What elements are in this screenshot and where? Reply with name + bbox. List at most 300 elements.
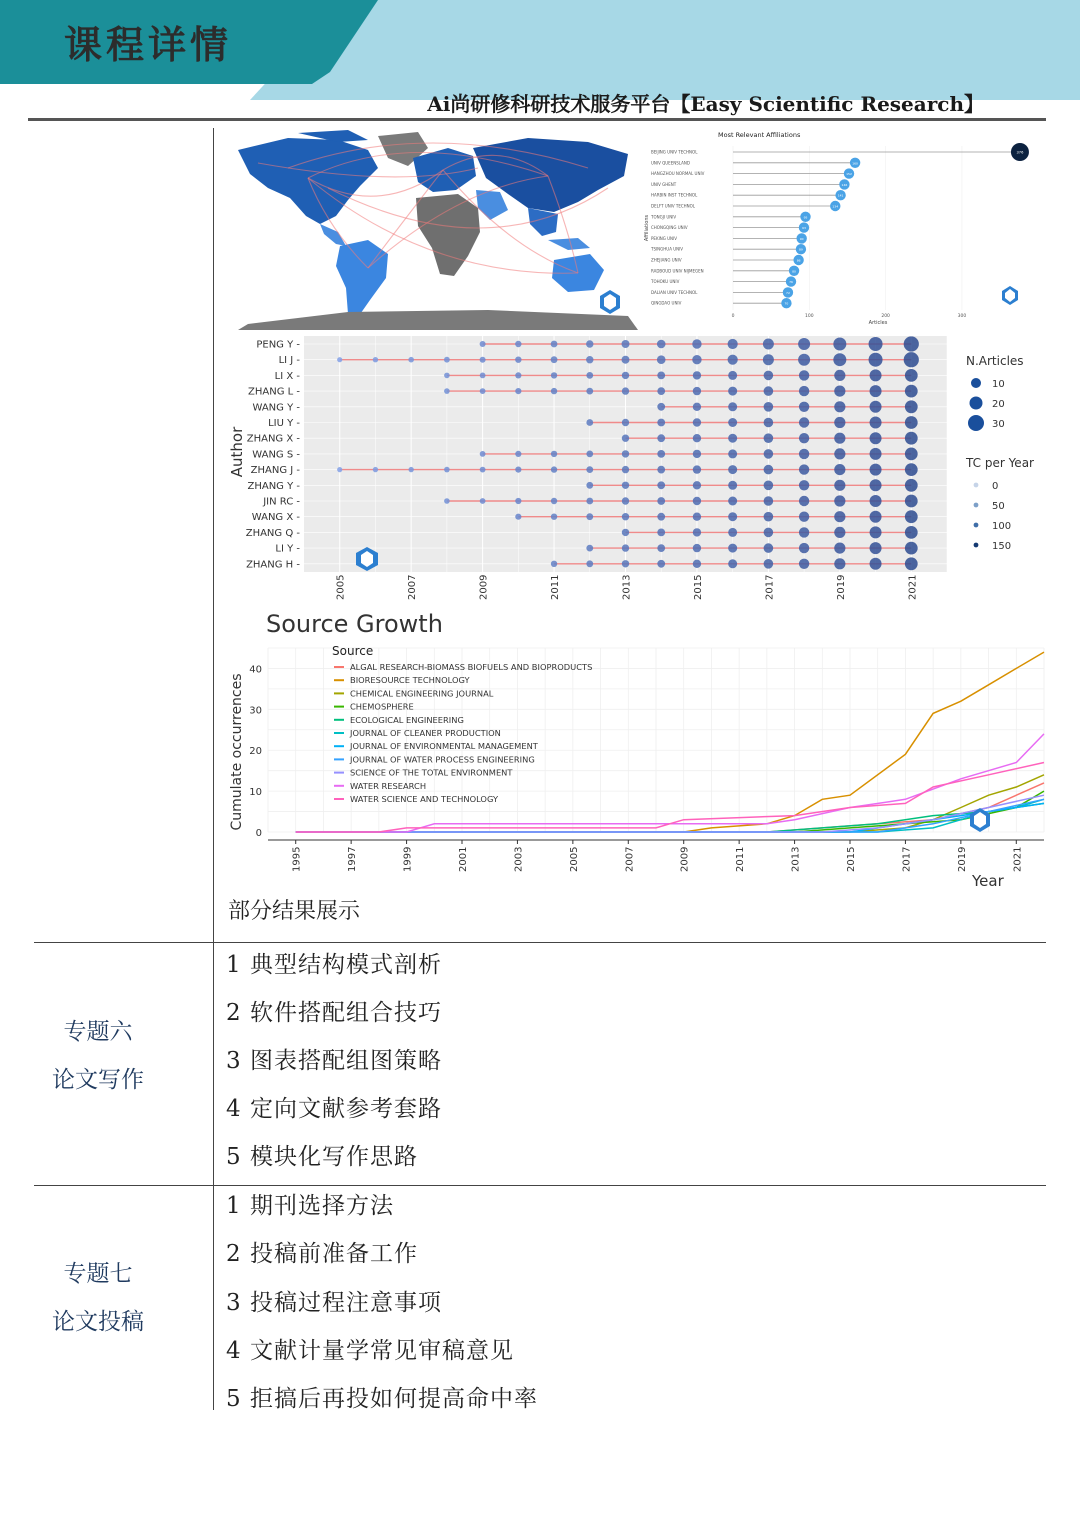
author-year-point bbox=[515, 498, 521, 504]
author-year-point bbox=[870, 385, 882, 397]
author-year-point bbox=[444, 388, 450, 394]
author-year-point bbox=[480, 388, 486, 394]
chart-title: Source Growth bbox=[266, 610, 443, 638]
x-tick-label: 2007 bbox=[407, 574, 419, 600]
author-year-point bbox=[764, 481, 774, 491]
author-year-point bbox=[586, 419, 593, 426]
author-year-point bbox=[622, 450, 629, 457]
topic-subtitle: 论文写作 bbox=[52, 1067, 144, 1093]
author-year-point bbox=[693, 544, 701, 552]
author-year-point bbox=[870, 542, 882, 554]
platform-name: Ai尚研修科研技术服务平台【Easy Scientific Research】 bbox=[427, 92, 984, 116]
topic-item: 4 定向文献参考套路 bbox=[226, 1096, 442, 1122]
author-year-point bbox=[515, 372, 521, 378]
legend-label: 20 bbox=[992, 399, 1005, 410]
author-year-point bbox=[834, 464, 845, 475]
author-year-point bbox=[905, 542, 918, 555]
logo-badge-icon bbox=[1002, 286, 1018, 305]
source-growth-chart bbox=[224, 604, 1050, 894]
author-year-point bbox=[799, 543, 809, 553]
x-tick-label: 2007 bbox=[624, 846, 636, 872]
author-year-point bbox=[622, 482, 629, 489]
author-year-point bbox=[693, 450, 701, 458]
author-year-point bbox=[834, 527, 845, 538]
topic-item: 5 拒搞后再投如何提高命中率 bbox=[226, 1386, 538, 1412]
author-year-point bbox=[657, 387, 665, 395]
author-year-point bbox=[622, 372, 629, 379]
author-year-point bbox=[905, 463, 918, 476]
author-year-point bbox=[799, 527, 809, 537]
author-label: WANG S - bbox=[252, 449, 300, 461]
author-year-point bbox=[444, 357, 450, 363]
author-year-point bbox=[657, 560, 665, 568]
x-tick-label: 2021 bbox=[907, 574, 919, 600]
author-year-point bbox=[764, 496, 774, 506]
author-year-point bbox=[586, 340, 593, 347]
author-year-point bbox=[764, 528, 774, 538]
legend-color-key bbox=[974, 543, 979, 548]
affiliation-label: TOHOKU UNIV bbox=[651, 279, 680, 285]
author-year-point bbox=[586, 545, 593, 552]
author-year-point bbox=[657, 513, 665, 521]
author-year-point bbox=[905, 416, 918, 429]
author-label: LI J - bbox=[278, 355, 300, 367]
legend-color-key bbox=[974, 523, 979, 528]
affiliation-label: PEKING UNIV bbox=[651, 235, 677, 241]
author-year-point bbox=[337, 357, 342, 362]
affiliation-label: CHONGQING UNIV bbox=[651, 225, 688, 231]
author-year-point bbox=[657, 372, 665, 380]
affiliations-chart bbox=[640, 128, 1044, 328]
author-year-point bbox=[764, 543, 774, 553]
x-tick-label: 2003 bbox=[513, 846, 525, 872]
author-year-point bbox=[905, 495, 918, 508]
author-label: ZHANG L - bbox=[248, 386, 300, 398]
author-year-point bbox=[799, 464, 809, 474]
data-label: 146 bbox=[841, 182, 848, 187]
author-year-point bbox=[515, 357, 521, 363]
author-year-point bbox=[728, 497, 737, 506]
author-year-point bbox=[764, 465, 774, 475]
author-year-point bbox=[586, 498, 593, 505]
topic-item: 1 典型结构模式剖析 bbox=[226, 952, 442, 978]
x-tick-label: 1999 bbox=[402, 846, 414, 872]
legend-title: Source bbox=[332, 644, 374, 658]
y-tick-label: 0 bbox=[255, 828, 262, 839]
author-year-point bbox=[622, 529, 629, 536]
author-year-point bbox=[763, 339, 774, 350]
author-year-point bbox=[444, 373, 450, 379]
legend-label: CHEMOSPHERE bbox=[350, 701, 414, 712]
author-year-point bbox=[834, 433, 845, 444]
y-tick-label: 30 bbox=[249, 705, 262, 717]
data-label: 80 bbox=[792, 269, 796, 274]
author-year-point bbox=[657, 466, 665, 474]
x-tick-label: 0 bbox=[731, 314, 735, 319]
x-tick-label: 2013 bbox=[621, 574, 633, 600]
author-year-point bbox=[728, 481, 737, 490]
author-year-point bbox=[728, 402, 737, 411]
author-year-point bbox=[480, 357, 486, 363]
author-year-point bbox=[764, 418, 774, 428]
author-year-point bbox=[763, 354, 774, 365]
affiliation-label: DALIAN UNIV TECHNOL bbox=[651, 289, 698, 295]
author-year-point bbox=[728, 371, 737, 380]
x-tick-label: 2017 bbox=[901, 846, 913, 872]
author-year-point bbox=[657, 403, 665, 411]
data-label: 70 bbox=[784, 301, 789, 306]
author-year-point bbox=[657, 529, 665, 537]
author-label: LI X - bbox=[274, 370, 300, 382]
author-year-point bbox=[728, 559, 737, 568]
author-year-point bbox=[799, 417, 809, 427]
author-year-point bbox=[515, 451, 521, 457]
author-year-point bbox=[904, 352, 919, 367]
author-year-point bbox=[622, 340, 630, 348]
author-year-point bbox=[515, 514, 521, 520]
author-year-point bbox=[764, 386, 774, 396]
author-year-point bbox=[728, 544, 737, 553]
author-year-point bbox=[728, 512, 737, 521]
author-year-point bbox=[622, 466, 629, 473]
author-year-point bbox=[480, 498, 486, 504]
x-tick-label: 2005 bbox=[335, 574, 347, 600]
author-year-point bbox=[905, 557, 918, 570]
x-tick-label: 2021 bbox=[1012, 846, 1024, 872]
author-year-point bbox=[657, 340, 666, 349]
author-year-point bbox=[834, 511, 845, 522]
collaboration-world-map bbox=[228, 128, 646, 330]
author-year-point bbox=[869, 337, 883, 351]
author-year-point bbox=[834, 543, 845, 554]
legend-label: BIORESOURCE TECHNOLOGY bbox=[350, 675, 470, 686]
legend-label: JOURNAL OF CLEANER PRODUCTION bbox=[350, 728, 501, 738]
author-year-point bbox=[480, 451, 486, 457]
author-year-point bbox=[551, 466, 557, 472]
results-caption: 部分结果展示 bbox=[228, 899, 361, 924]
topic-seven bbox=[34, 1250, 162, 1346]
author-year-point bbox=[904, 336, 919, 351]
author-year-point bbox=[693, 387, 701, 395]
affiliation-label: RADBOUD UNIV NIJMEGEN bbox=[651, 268, 704, 274]
legend-label: ECOLOGICAL ENGINEERING bbox=[350, 714, 464, 725]
author-year-point bbox=[480, 341, 486, 347]
topic-name: 专题六 bbox=[63, 1019, 133, 1045]
author-year-point bbox=[834, 448, 845, 459]
affiliation-label: TONGJI UNIV bbox=[651, 214, 677, 220]
affiliation-label: UNIV QUEENSLAND bbox=[651, 160, 690, 166]
author-year-point bbox=[834, 558, 845, 569]
author-year-point bbox=[657, 355, 666, 364]
author-year-point bbox=[798, 354, 810, 366]
x-axis-label: Articles bbox=[868, 320, 888, 326]
x-tick-label: 2019 bbox=[835, 574, 847, 600]
page-title: 课程详情 bbox=[64, 23, 233, 67]
author-year-point bbox=[622, 356, 630, 364]
author-year-point bbox=[799, 370, 809, 380]
legend-color-key bbox=[974, 503, 979, 508]
topic-name: 专题七 bbox=[63, 1261, 133, 1287]
data-label: 76 bbox=[789, 280, 793, 285]
author-year-point bbox=[728, 387, 737, 396]
author-year-point bbox=[693, 481, 701, 489]
y-axis-label: Cumulate occurrences bbox=[229, 673, 245, 831]
author-year-point bbox=[622, 497, 629, 504]
author-year-point bbox=[551, 372, 557, 378]
x-tick-label: 2005 bbox=[568, 846, 580, 872]
author-year-point bbox=[693, 497, 701, 505]
author-year-point bbox=[799, 386, 809, 396]
author-year-point bbox=[551, 388, 557, 394]
affiliation-label: ZHEJIANG UNIV bbox=[651, 257, 682, 263]
topic-six bbox=[34, 1008, 162, 1104]
author-year-point bbox=[693, 434, 701, 442]
author-year-point bbox=[870, 401, 882, 413]
author-year-point bbox=[905, 385, 918, 398]
author-label: ZHANG H - bbox=[246, 559, 300, 571]
data-label: 90 bbox=[799, 236, 804, 241]
topic-item: 5 模块化写作思路 bbox=[226, 1144, 418, 1170]
author-year-point bbox=[657, 419, 665, 427]
x-tick-label: 2015 bbox=[846, 846, 857, 872]
author-year-point bbox=[586, 560, 593, 567]
author-label: LI Y - bbox=[275, 543, 300, 555]
topic-item: 2 投稿前准备工作 bbox=[226, 1241, 418, 1267]
author-year-point bbox=[728, 434, 737, 443]
author-label: ZHANG X - bbox=[246, 433, 300, 445]
author-year-point bbox=[870, 526, 882, 538]
y-tick-label: 40 bbox=[249, 664, 262, 676]
chart-title: Most Relevant Affiliations bbox=[718, 131, 801, 139]
table-column-divider bbox=[213, 128, 214, 1410]
author-label: PENG Y - bbox=[256, 339, 300, 351]
legend-label: 10 bbox=[992, 379, 1005, 390]
author-label: ZHANG J - bbox=[250, 465, 300, 477]
affiliation-label: QINGDAO UNIV bbox=[651, 300, 682, 306]
author-year-point bbox=[551, 561, 557, 567]
author-year-point bbox=[693, 528, 701, 536]
data-label: 95 bbox=[803, 215, 808, 220]
legend-label: 30 bbox=[992, 419, 1005, 430]
legend-label: 50 bbox=[992, 501, 1005, 512]
x-tick-label: 100 bbox=[805, 314, 814, 319]
author-year-point bbox=[586, 482, 593, 489]
affiliation-label: UNIV GHENT bbox=[651, 181, 677, 187]
author-year-point bbox=[693, 403, 701, 411]
affiliation-label: TSINGHUA UNIV bbox=[651, 246, 684, 252]
author-year-point bbox=[764, 433, 774, 443]
author-year-point bbox=[799, 433, 809, 443]
legend-label: 100 bbox=[992, 521, 1012, 532]
author-year-point bbox=[622, 513, 629, 520]
author-year-point bbox=[833, 353, 846, 366]
author-year-point bbox=[905, 479, 918, 492]
x-tick-label: 2013 bbox=[790, 846, 802, 872]
author-year-point bbox=[870, 369, 882, 381]
author-year-point bbox=[373, 467, 378, 472]
data-label: 141 bbox=[837, 193, 844, 198]
author-year-point bbox=[515, 467, 521, 473]
legend-label: JOURNAL OF ENVIRONMENTAL MANAGEMENT bbox=[350, 741, 538, 752]
author-year-point bbox=[586, 513, 593, 520]
legend-color-key bbox=[974, 483, 979, 488]
author-year-point bbox=[764, 402, 774, 412]
author-year-point bbox=[764, 449, 774, 459]
author-year-point bbox=[586, 466, 593, 473]
legend-label: 0 bbox=[992, 481, 999, 492]
author-year-point bbox=[551, 356, 558, 363]
legend-label: CHEMICAL ENGINEERING JOURNAL bbox=[350, 688, 494, 699]
topic-item: 2 软件搭配组合技巧 bbox=[226, 1000, 442, 1026]
x-tick-label: 200 bbox=[881, 314, 890, 319]
affiliation-label: HANGZHOU NORMAL UNIV bbox=[651, 171, 705, 177]
x-tick-label: 1997 bbox=[347, 846, 359, 872]
legend-label: ALGAL RESEARCH-BIOMASS BIOFUELS AND BIOPRODUCTS bbox=[350, 662, 593, 672]
author-year-point bbox=[551, 514, 557, 520]
author-year-point bbox=[869, 353, 883, 367]
y-axis-label: Affiliations bbox=[644, 214, 650, 242]
author-year-point bbox=[905, 432, 918, 445]
legend-label: SCIENCE OF THE TOTAL ENVIRONMENT bbox=[350, 767, 513, 778]
author-year-point bbox=[693, 418, 701, 426]
legend-label: WATER SCIENCE AND TECHNOLOGY bbox=[350, 794, 499, 804]
topic-item: 4 文献计量学常见审稿意见 bbox=[226, 1338, 514, 1364]
author-year-point bbox=[551, 451, 557, 457]
author-year-point bbox=[586, 388, 593, 395]
author-year-point bbox=[515, 341, 521, 347]
author-year-point bbox=[905, 510, 918, 523]
x-tick-label: 1995 bbox=[291, 846, 303, 872]
affiliation-label: BEIJING UNIV TECHNOL bbox=[651, 149, 698, 155]
row-divider bbox=[34, 1185, 1046, 1186]
data-label: 160 bbox=[852, 161, 858, 166]
author-year-point bbox=[870, 417, 882, 429]
topic-item: 3 图表搭配组图策略 bbox=[226, 1048, 442, 1074]
author-year-point bbox=[905, 448, 918, 461]
author-year-point bbox=[551, 498, 557, 504]
data-label: 134 bbox=[832, 204, 839, 209]
author-year-point bbox=[586, 451, 593, 458]
author-year-point bbox=[799, 402, 809, 412]
topic-item: 3 投稿过程注意事项 bbox=[226, 1290, 442, 1316]
x-tick-label: 2019 bbox=[956, 846, 968, 872]
author-year-point bbox=[799, 449, 809, 459]
author-year-point bbox=[834, 370, 845, 381]
x-tick-label: 300 bbox=[957, 314, 967, 319]
author-year-point bbox=[798, 338, 810, 350]
author-label: WANG X - bbox=[251, 512, 300, 524]
author-year-point bbox=[692, 339, 701, 348]
author-year-point bbox=[764, 371, 774, 381]
x-tick-label: 2011 bbox=[550, 574, 562, 600]
author-label: ZHANG Y - bbox=[247, 480, 300, 492]
author-year-point bbox=[905, 369, 918, 382]
author-year-point bbox=[799, 559, 809, 569]
author-year-point bbox=[444, 498, 450, 504]
author-year-point bbox=[834, 417, 845, 428]
author-year-point bbox=[764, 559, 774, 569]
author-year-point bbox=[657, 434, 665, 442]
author-label: JIN RC - bbox=[263, 496, 300, 508]
topic-subtitle: 论文投稿 bbox=[52, 1309, 144, 1335]
legend-size-key bbox=[971, 378, 981, 388]
author-year-point bbox=[373, 357, 378, 362]
author-year-point bbox=[870, 479, 882, 491]
affiliation-label: HARBIN INST TECHNOL bbox=[651, 192, 698, 198]
affiliation-label: DELFT UNIV TECHNOL bbox=[651, 203, 696, 209]
data-label: 152 bbox=[846, 172, 852, 177]
author-year-point bbox=[728, 465, 737, 474]
author-year-point bbox=[586, 356, 593, 363]
author-year-point bbox=[622, 419, 629, 426]
author-year-point bbox=[693, 465, 701, 473]
x-tick-label: 2001 bbox=[458, 846, 469, 872]
author-year-point bbox=[870, 432, 882, 444]
author-year-point bbox=[480, 467, 486, 473]
author-year-point bbox=[657, 450, 665, 458]
author-year-point bbox=[551, 341, 558, 348]
legend-label: WATER RESEARCH bbox=[350, 780, 427, 791]
author-year-point bbox=[905, 400, 918, 413]
legend-size-key bbox=[970, 397, 983, 410]
header-rule bbox=[28, 118, 1046, 121]
author-year-point bbox=[834, 401, 845, 412]
data-label: 89 bbox=[799, 247, 803, 252]
legend-title: N.Articles bbox=[966, 354, 1024, 368]
topic-item: 1 期刊选择方法 bbox=[226, 1193, 394, 1219]
data-label: 93 bbox=[802, 226, 806, 231]
legend-label: 150 bbox=[992, 541, 1012, 552]
author-year-point bbox=[693, 513, 701, 521]
author-year-point bbox=[870, 495, 882, 507]
author-year-point bbox=[337, 467, 342, 472]
y-axis-label: Author bbox=[228, 426, 246, 478]
author-year-point bbox=[833, 338, 846, 351]
legend-title: TC per Year bbox=[966, 456, 1034, 470]
author-year-point bbox=[870, 448, 882, 460]
author-label: LIU Y - bbox=[268, 418, 300, 429]
data-label: 86 bbox=[796, 258, 801, 263]
x-tick-label: 2011 bbox=[735, 846, 747, 872]
author-year-point bbox=[622, 560, 629, 567]
y-tick-label: 20 bbox=[249, 746, 262, 758]
author-year-point bbox=[480, 373, 486, 379]
author-year-point bbox=[693, 371, 701, 379]
author-year-point bbox=[728, 449, 737, 458]
author-year-point bbox=[586, 372, 593, 379]
author-year-point bbox=[444, 467, 450, 473]
data-label: 72 bbox=[786, 290, 790, 295]
legend-size-key bbox=[968, 415, 984, 431]
author-year-point bbox=[905, 526, 918, 539]
author-year-point bbox=[657, 497, 665, 505]
x-tick-label: 2009 bbox=[478, 574, 490, 600]
author-year-point bbox=[834, 480, 845, 491]
author-year-point bbox=[870, 511, 882, 523]
author-year-point bbox=[622, 387, 629, 394]
x-tick-label: 2015 bbox=[692, 574, 704, 600]
author-year-point bbox=[408, 357, 414, 363]
author-year-point bbox=[870, 558, 882, 570]
author-year-point bbox=[408, 467, 413, 472]
author-year-point bbox=[799, 496, 809, 506]
author-year-point bbox=[515, 388, 521, 394]
x-axis-label: Year bbox=[972, 872, 1004, 890]
author-year-point bbox=[764, 512, 774, 522]
row-divider bbox=[34, 942, 1046, 943]
author-label: ZHANG Q - bbox=[245, 527, 300, 539]
author-year-point bbox=[870, 464, 882, 476]
